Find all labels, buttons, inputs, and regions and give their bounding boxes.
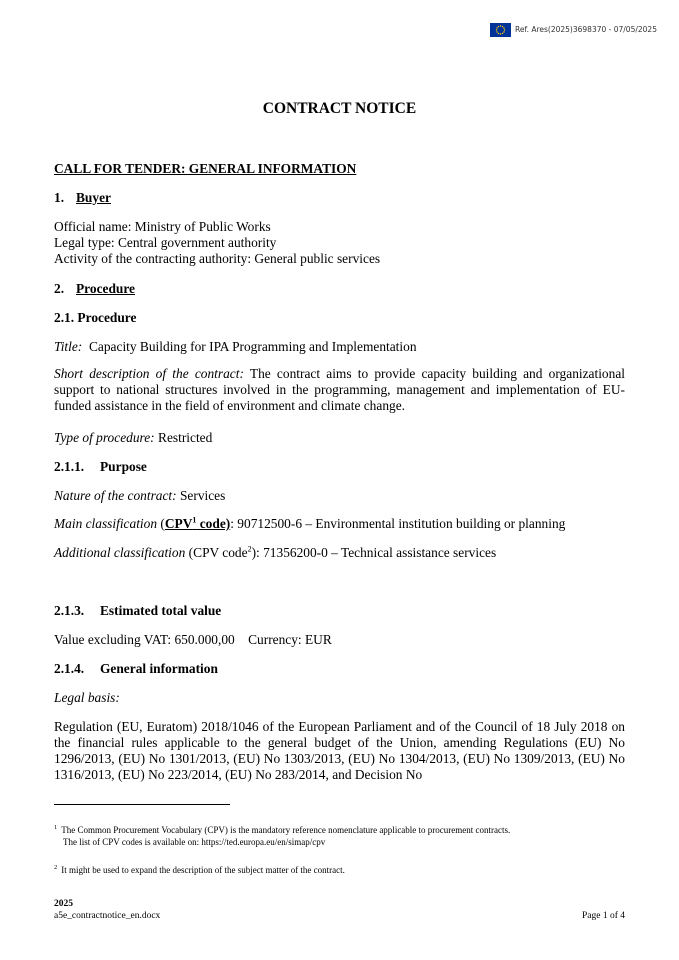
procedure-heading: 2. Procedure [54, 281, 136, 296]
footnote-2: $^2$ It might be used to expand the description of the subject matter of the contract. [54, 864, 345, 875]
estimated-value-heading: 2.1.3. Estimated total value [54, 603, 222, 618]
document-title: CONTRACT NOTICE [262, 100, 417, 117]
reference-text: Ref. Ares(2025)3698370 - 07/05/2025 [515, 25, 657, 34]
purpose-heading: 2.1.1. Purpose [54, 459, 147, 474]
procedure-type: Type of procedure: Restricted [54, 430, 213, 445]
main-classification: Main classification (CPV$^1$ code): 90712500-6 – Environmental institution building or planning [54, 515, 566, 531]
general-information-heading: 2.1.4. General information [54, 661, 218, 676]
footer-filename: a5e_contractnotice_en.docx [54, 911, 161, 921]
additional-classification: Additional classification (CPV code$^2$): 71356200-0 – Technical assistance services [54, 544, 497, 560]
procedure-subheading: 2.1. Procedure [54, 310, 137, 325]
legal-basis-label: Legal basis: [54, 690, 120, 705]
buyer-legal-type: Legal type: Central government authority [54, 235, 277, 250]
footnote-separator [54, 804, 230, 805]
contract-nature: Nature of the contract: Services [54, 488, 226, 503]
buyer-activity: Activity of the contracting authority: General public services [54, 251, 381, 266]
buyer-heading: 1. Buyer [54, 190, 111, 205]
call-for-tender-heading: CALL FOR TENDER: GENERAL INFORMATION [54, 161, 357, 176]
buyer-official-name: Official name: Ministry of Public Works [54, 219, 271, 234]
footnote-1: $^1$ The Common Procurement Vocabulary (CPV) is the mandatory reference nomenclature applicable to procurement contracts. The list of CPV codes is available on: https://ted.europa.eu/en/simap/cpv [54, 824, 511, 847]
short-description: Short description of the contract: The contract aims to provide capacity building and organizational support to national structures involved in the programming, management and implementation of EU-funded assistance in the field of environment and climate change. [54, 366, 625, 413]
reference-stamp [490, 22, 657, 38]
procedure-title: Title: Capacity Building for IPA Programming and Implementation [54, 339, 417, 354]
legal-basis-text: Regulation (EU, Euratom) 2018/1046 of the European Parliament and of the Council of 18 July 2018 on the financial rules applicable to the general budget of the Union, amending Regulations (EU) No 1296/2013, (EU) No 1301/2013, (EU) No 1303/2013, (EU) No 1304/2013, (EU) No 1309/2013, (EU) No 1316/2013, (EU) No 223/2014, (EU) No 283/2014, and Decision No [54, 719, 625, 782]
footer-page-number: Page 1 of 4 [581, 911, 625, 921]
value-excluding-vat: Value excluding VAT: 650.000,00 Currency: EUR [54, 632, 332, 647]
footer-year: 2025 [54, 899, 73, 909]
eu-flag-icon [490, 23, 511, 37]
